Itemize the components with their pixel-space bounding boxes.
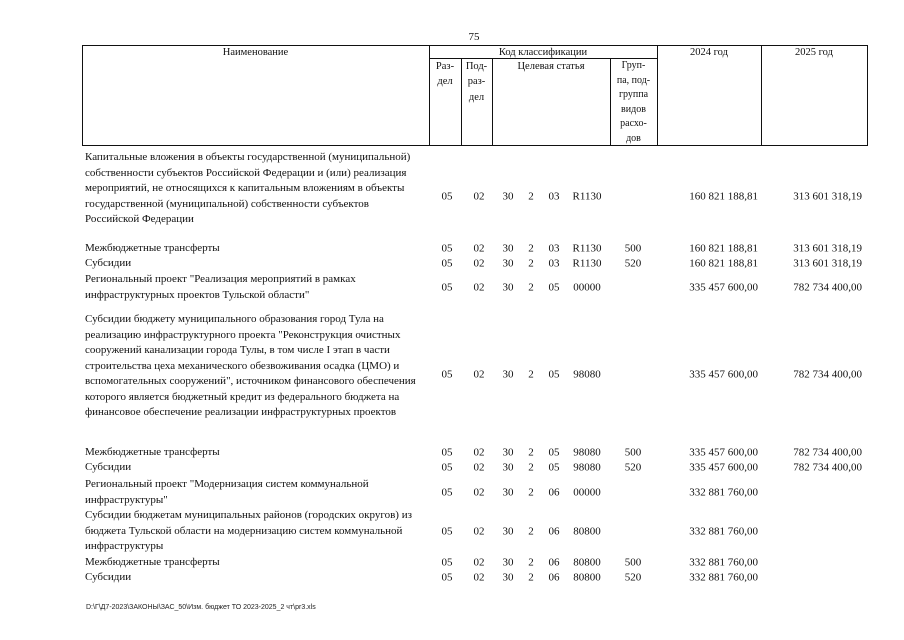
row-target-program: 30 (502, 571, 514, 584)
row-name: Субсидии (85, 257, 132, 269)
header-year-2025: 2025 год (795, 47, 833, 58)
table-row (0, 272, 904, 304)
row-target-direction: 00000 (573, 486, 601, 499)
header-podrazdel: Под- раз- дел (465, 61, 488, 103)
row-razdel: 05 (441, 257, 453, 270)
row-target-program: 30 (502, 446, 514, 459)
row-name: Региональный проект "Реализация мероприятий в рамках инфраструктурных проектов Тульской области" (85, 273, 356, 301)
row-target-subprogram: 2 (528, 446, 534, 459)
row-razdel: 05 (441, 189, 453, 202)
table-row (0, 508, 904, 555)
row-amount-2025: 313 601 318,19 (793, 257, 862, 270)
row-name: Субсидии (85, 571, 132, 583)
header-target-article: Целевая статья (517, 61, 585, 72)
table-row (0, 460, 904, 476)
table-row (0, 445, 904, 461)
row-amount-2025: 313 601 318,19 (793, 189, 862, 202)
row-podrazdel: 02 (473, 281, 485, 294)
row-target-subprogram: 2 (528, 556, 534, 569)
row-target-program: 30 (502, 189, 514, 202)
row-expense-group: 500 (624, 556, 642, 569)
row-amount-2024: 160 821 188,81 (689, 257, 758, 270)
table-row (0, 555, 904, 571)
row-target-subprogram: 2 (528, 257, 534, 270)
table-row (0, 477, 904, 509)
row-target-program: 30 (502, 486, 514, 499)
table-row (0, 312, 904, 438)
row-target-program: 30 (502, 281, 514, 294)
row-target-program: 30 (502, 461, 514, 474)
row-amount-2024: 332 881 760,00 (689, 556, 758, 569)
row-target-direction: 00000 (573, 281, 601, 294)
file-path-footer: D:\Г\Д7-2023\ЗАКОНЫ\ЗАС_50\Изм. бюджет ТО 2023-2025_2 чт\pr3.xls (86, 604, 316, 611)
header-year-2024: 2024 год (690, 47, 728, 58)
table-header (82, 45, 868, 146)
row-target-direction: 98080 (573, 368, 601, 381)
row-target-event: 05 (548, 281, 560, 294)
row-target-subprogram: 2 (528, 368, 534, 381)
row-amount-2025: 782 734 400,00 (793, 281, 862, 294)
row-target-program: 30 (502, 242, 514, 255)
row-amount-2025: 782 734 400,00 (793, 461, 862, 474)
header-classification-code: Код классификации (498, 47, 588, 58)
row-podrazdel: 02 (473, 571, 485, 584)
row-target-subprogram: 2 (528, 486, 534, 499)
row-amount-2024: 335 457 600,00 (689, 446, 758, 459)
header-right-border (867, 45, 868, 146)
row-razdel: 05 (441, 524, 453, 537)
row-name: Капитальные вложения в объекты государственной (муниципальной) собственности субъектов Российской Федерации и (или) реализация мероприятий, не относящихся к капитальным вложениям в объекты государственной (муниципальной) собственности субъектов Российской Федерации (85, 151, 411, 225)
row-razdel: 05 (441, 446, 453, 459)
header-name: Наименование (222, 47, 289, 58)
row-name: Субсидии бюджету муниципального образования город Тула на реализацию инфраструктурного проекта "Реконструкция очистных сооружений канализации города Тулы, в том числе I этап в части строительства цеха механического обезвоживания осадка (ЦМО) и вспомогательных сооружений", источником финансового обеспечения которого является бюджетный кредит из федерального бюджета на финансовое обеспечение реализации инфраструктурных проектов (85, 313, 416, 418)
row-amount-2024: 335 457 600,00 (689, 461, 758, 474)
row-target-direction: 80800 (573, 524, 601, 537)
row-target-program: 30 (502, 257, 514, 270)
header-group: Груп- па, под- группа видов расхо- дов (616, 60, 651, 144)
page-number: 75 (468, 31, 480, 43)
row-target-direction: 98080 (573, 461, 601, 474)
row-razdel: 05 (441, 281, 453, 294)
row-amount-2024: 335 457 600,00 (689, 368, 758, 381)
row-podrazdel: 02 (473, 242, 485, 255)
row-name: Субсидии бюджетам муниципальных районов (городских округов) из бюджета Тульской области на модернизацию систем коммунальной инфраструктуры (85, 509, 412, 552)
row-target-direction: R1130 (572, 189, 602, 202)
row-expense-group: 500 (624, 242, 642, 255)
row-razdel: 05 (441, 368, 453, 381)
row-target-event: 06 (548, 524, 560, 537)
row-razdel: 05 (441, 242, 453, 255)
row-razdel: 05 (441, 461, 453, 474)
row-target-subprogram: 2 (528, 461, 534, 474)
row-amount-2024: 160 821 188,81 (689, 189, 758, 202)
row-amount-2024: 332 881 760,00 (689, 571, 758, 584)
row-expense-group: 520 (624, 257, 642, 270)
row-target-event: 03 (548, 189, 560, 202)
row-target-event: 03 (548, 257, 560, 270)
row-target-event: 03 (548, 242, 560, 255)
row-podrazdel: 02 (473, 446, 485, 459)
row-amount-2024: 335 457 600,00 (689, 281, 758, 294)
row-amount-2025: 782 734 400,00 (793, 368, 862, 381)
row-podrazdel: 02 (473, 556, 485, 569)
row-target-direction: R1130 (572, 257, 602, 270)
header-razdel: Раз- дел (435, 61, 455, 88)
row-name: Региональный проект "Модернизация систем коммунальной инфраструктуры" (85, 478, 369, 506)
row-target-direction: 80800 (573, 571, 601, 584)
row-podrazdel: 02 (473, 524, 485, 537)
row-target-event: 05 (548, 368, 560, 381)
row-target-event: 05 (548, 446, 560, 459)
header-bottom-border (82, 145, 868, 146)
row-amount-2024: 160 821 188,81 (689, 242, 758, 255)
row-target-program: 30 (502, 556, 514, 569)
row-target-program: 30 (502, 368, 514, 381)
row-target-event: 06 (548, 486, 560, 499)
row-target-subprogram: 2 (528, 571, 534, 584)
row-amount-2025: 782 734 400,00 (793, 446, 862, 459)
row-razdel: 05 (441, 571, 453, 584)
row-name: Межбюджетные трансферты (85, 242, 220, 254)
row-target-subprogram: 2 (528, 281, 534, 294)
row-podrazdel: 02 (473, 486, 485, 499)
row-target-subprogram: 2 (528, 189, 534, 202)
table-row (0, 570, 904, 586)
row-podrazdel: 02 (473, 461, 485, 474)
row-expense-group: 520 (624, 571, 642, 584)
row-amount-2024: 332 881 760,00 (689, 486, 758, 499)
row-target-event: 05 (548, 461, 560, 474)
row-target-direction: 80800 (573, 556, 601, 569)
row-target-subprogram: 2 (528, 524, 534, 537)
row-razdel: 05 (441, 556, 453, 569)
row-target-subprogram: 2 (528, 242, 534, 255)
table-row (0, 150, 904, 243)
row-podrazdel: 02 (473, 189, 485, 202)
row-razdel: 05 (441, 486, 453, 499)
row-podrazdel: 02 (473, 257, 485, 270)
row-expense-group: 500 (624, 446, 642, 459)
row-podrazdel: 02 (473, 368, 485, 381)
row-target-event: 06 (548, 556, 560, 569)
row-name: Межбюджетные трансферты (85, 446, 220, 458)
row-target-direction: 98080 (573, 446, 601, 459)
row-target-program: 30 (502, 524, 514, 537)
row-amount-2025: 313 601 318,19 (793, 242, 862, 255)
row-expense-group: 520 (624, 461, 642, 474)
row-target-direction: R1130 (572, 242, 602, 255)
table-row (0, 241, 904, 257)
row-target-event: 06 (548, 571, 560, 584)
row-name: Межбюджетные трансферты (85, 556, 220, 568)
row-name: Субсидии (85, 461, 132, 473)
row-amount-2024: 332 881 760,00 (689, 524, 758, 537)
table-row (0, 256, 904, 272)
